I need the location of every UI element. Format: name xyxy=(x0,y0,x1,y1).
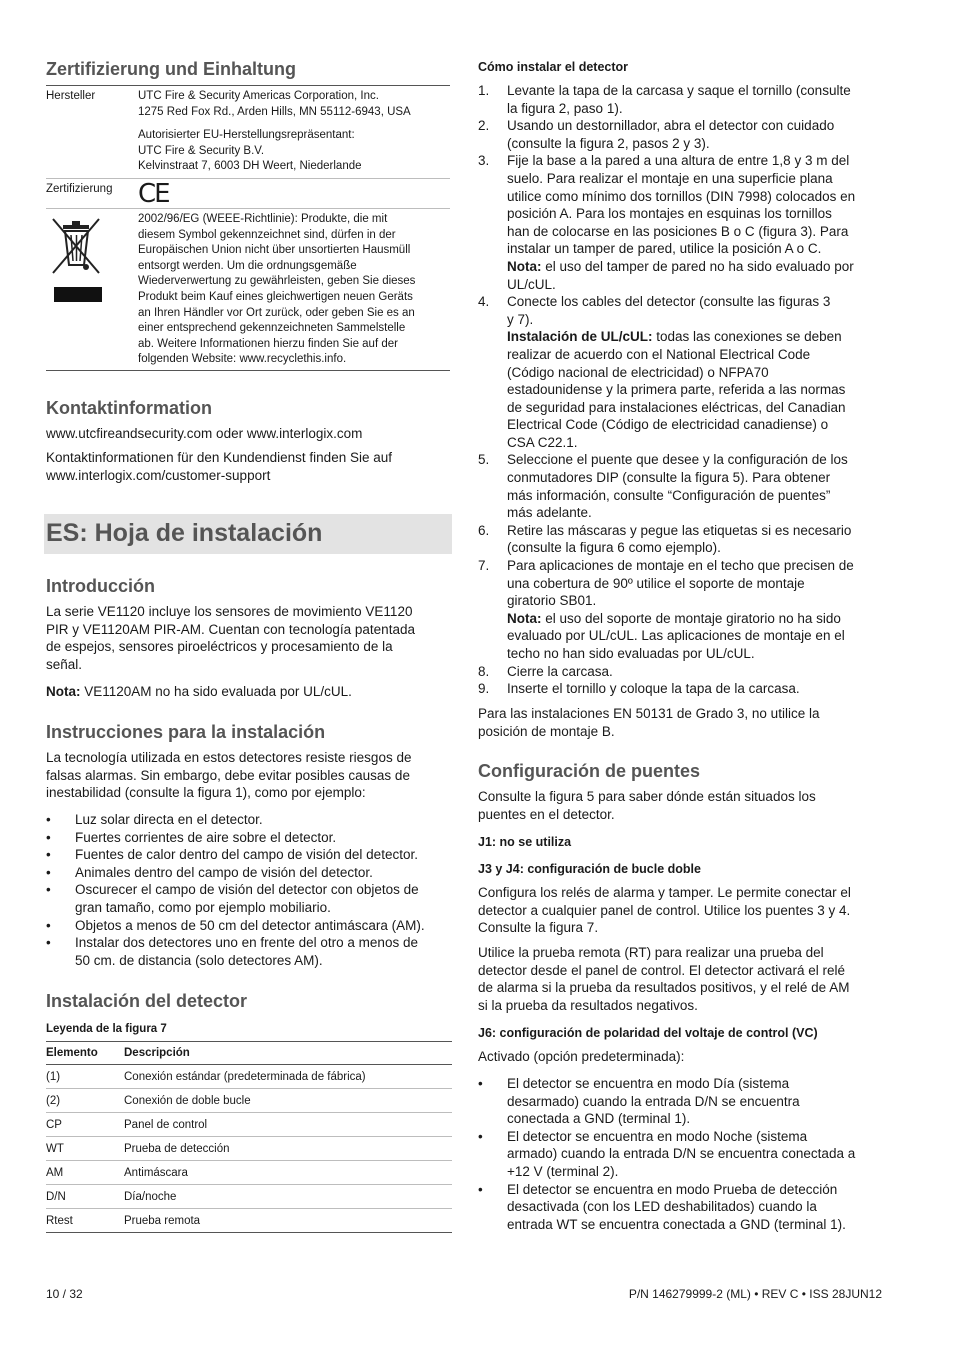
list-item: • Objetos a menos de 50 cm del detector antimáscara (AM). xyxy=(46,917,452,935)
weee-line: 2002/96/EG (WEEE-Richtlinie): Produkte, die mit xyxy=(138,213,388,225)
cell: AM xyxy=(46,1161,124,1185)
jumper-line: Consulte la figura 5 para saber dónde están situados los xyxy=(478,789,816,804)
instr-line: falsas alarmas. Sin embargo, debe evitar posibles causas de xyxy=(46,767,410,783)
list-item: • Luz solar directa en el detector. xyxy=(46,811,452,829)
contact-websites: www.utcfireandsecurity.com oder www.interlogix.com xyxy=(46,426,363,441)
en-note xyxy=(478,705,819,740)
weee-line: Produkt beim Kauf eines gleichwertigen neuen Geräts xyxy=(138,290,413,303)
jumper-paragraph xyxy=(478,788,816,823)
step-7: 7. Para aplicaciones de montaje en el techo que precisen de una cobertura de 90º utilice el soporte de montaje giratorio SB01. Nota: el uso del soporte de montaje giratorio no ha sido evaluado por UL/cUL. Las aplicaciones de montaje en el techo no han sido evaluadas por UL/cUL. xyxy=(478,558,854,661)
cell: Rtest xyxy=(46,1209,124,1233)
cell: Prueba remota xyxy=(124,1209,452,1233)
cert-table xyxy=(46,86,450,371)
table-row xyxy=(46,1065,452,1089)
cell: Conexión estándar (predeterminada de fábrica) xyxy=(124,1065,452,1089)
column-header: Descripción xyxy=(124,1042,452,1065)
j34-line: Configura los relés de alarma y tamper. Le permite conectar el xyxy=(478,885,851,900)
step-5: 5. Seleccione el puente que desee y la configuración de los conmutadores DIP (consulte la figura 5). Para obtener más información, consulte “Configuración de puentes” más adelante. xyxy=(478,452,848,521)
cert-heading: Zertifizierung und Einhaltung xyxy=(46,59,296,79)
weee-line: folgenden Website: www.recyclethis.info. xyxy=(138,353,347,366)
table-row xyxy=(46,1137,452,1161)
intro-heading: Introducción xyxy=(46,576,155,596)
contact-support xyxy=(46,449,392,484)
weee-line: einer entsprechend gekennzeichneten Sammelstelle xyxy=(138,322,406,335)
intro-line: de espejos, sensores piroeléctricos y procesamiento de la xyxy=(46,639,393,655)
instr-heading: Instrucciones para la instalación xyxy=(46,722,326,742)
contact-support-line: Kontaktinformationen für den Kundendienst finden Sie auf xyxy=(46,450,392,465)
weee-line: diesem Symbol gekennzeichnet sind, dürfen in der xyxy=(138,228,396,241)
cell: (1) xyxy=(46,1065,124,1089)
column-header: Elemento xyxy=(46,1042,124,1065)
step-3: 3. Fije la base a la pared a una altura de entre 1,8 y 3 m del suelo. Para realizar el montaje en una superficie plana utilice como mínimo dos tornillos (DIN 7998) colocados en posición A. Para los montajes en esquinas los tornillos han de colocarse en las posiciones B o C (figura 3). Para instalar un tamper de pared, utilice la posición A o C. Nota: el uso del tamper de pared no ha sido evaluado por UL/cUL. xyxy=(478,153,856,292)
j34-line: Utilice la prueba remota (RT) para realizar una prueba del xyxy=(478,945,824,960)
weee-symbol xyxy=(46,209,138,370)
cell: Antimáscara xyxy=(124,1161,452,1185)
j6-paragraph: Activado (opción predeterminada): xyxy=(478,1049,685,1064)
jumper-line: puentes en el detector. xyxy=(478,806,615,822)
part-number: P/N 146279999-2 (ML) • REV C • ISS 28JUN12 xyxy=(628,1287,882,1301)
cell: D/N xyxy=(46,1185,124,1209)
table-header-row xyxy=(46,1042,452,1065)
j6-label: J6: configuración de polaridad del voltaje de control (VC) xyxy=(478,1026,818,1040)
intro-line: La serie VE1120 incluye los sensores de movimiento VE1120 xyxy=(46,604,413,619)
eu-rep-line: UTC Fire & Security B.V. xyxy=(138,144,265,157)
install-steps xyxy=(478,82,884,698)
section-title: ES: Hoja de instalación xyxy=(46,519,323,547)
list-item: • El detector se encuentra en modo Día (sistema desarmado) cuando la entrada D/N se encuentra conectada a GND (terminal 1). xyxy=(478,1075,884,1128)
table-row xyxy=(46,1185,452,1209)
list-item: • Fuentes de calor dentro del campo de visión del detector. xyxy=(46,846,452,864)
legend-caption: Leyenda de la figura 7 xyxy=(46,1023,167,1035)
weee-line: Wiederverwertung zu gewährleisten, geben Sie dieses xyxy=(138,275,416,288)
j34-label: J3 y J4: configuración de bucle doble xyxy=(478,862,701,876)
j34-paragraph-1 xyxy=(478,884,851,937)
table-row xyxy=(46,1113,452,1137)
cell: WT xyxy=(46,1137,124,1161)
step-8: 8. Cierre la carcasa. xyxy=(478,663,613,679)
intro-line: señal. xyxy=(46,656,83,672)
j34-line: si la prueba da resultados negativos. xyxy=(478,997,698,1013)
weee-line: entsorgt werden. Um die ordnungsgemäße xyxy=(138,259,357,272)
table-row xyxy=(46,1161,452,1185)
eu-rep-line: Autorisierter EU-Herstellungsrepräsentant: xyxy=(138,129,355,142)
weee-text xyxy=(138,209,450,370)
j34-paragraph-2 xyxy=(478,944,849,1014)
contact-heading: Kontaktinformation xyxy=(46,398,212,418)
cell: Día/noche xyxy=(124,1185,452,1209)
weee-line: an Ihren Händler vor Ort zurück, oder geben Sie es an xyxy=(138,306,415,319)
en-line: posición de montaje B. xyxy=(478,723,615,739)
instr-line: La tecnología utilizada en estos detectores resiste riesgos de xyxy=(46,750,412,765)
page-number: 10 / 32 xyxy=(46,1287,83,1301)
how-heading: Cómo instalar el detector xyxy=(478,60,629,74)
manufacturer-row xyxy=(46,86,450,178)
step-6: 6. Retire las máscaras y pegue las etiquetas si es necesario (consulte la figura 6 como ejemplo). xyxy=(478,522,852,556)
instr-line: inestabilidad (consulte la figura 1), como por ejemplo: xyxy=(46,785,366,801)
weee-line: ab. Weitere Informationen hierzu finden Sie auf der xyxy=(138,337,398,350)
step-9: 9. Inserte el tornillo y coloque la tapa de la carcasa. xyxy=(478,681,800,697)
cell: Conexión de doble bucle xyxy=(124,1089,452,1113)
certification-key: Zertifizierung xyxy=(46,183,113,195)
list-item: • Fuertes corrientes de aire sobre el detector. xyxy=(46,829,452,847)
j34-line: de alarma si la prueba da resultados positivos, y el relé de AM xyxy=(478,980,850,996)
cell: Panel de control xyxy=(124,1113,452,1137)
intro-note xyxy=(46,683,352,701)
j34-line: detector a cualquier panel de control. Utilice los puentes 3 y 4. xyxy=(478,902,851,918)
legend-table xyxy=(46,1041,452,1233)
table-row xyxy=(46,1089,452,1113)
list-item: • Animales dentro del campo de visión del detector. xyxy=(46,864,452,882)
j34-line: detector desde el panel de control. El detector activará el relé xyxy=(478,962,845,978)
jumper-heading: Configuración de puentes xyxy=(478,761,701,781)
instr-paragraph xyxy=(46,749,411,802)
weee-row xyxy=(46,209,450,370)
eu-rep-line: Kelvinstraat 7, 6003 DH Weert, Niederlande xyxy=(138,160,362,173)
note-text: VE1120AM no ha sido evaluada por UL/cUL. xyxy=(80,684,352,699)
j34-line: Consulte la figura 7. xyxy=(478,920,599,936)
en-line: Para las instalaciones EN 50131 de Grado 3, no utilice la xyxy=(478,706,820,721)
contact-support-line: www.interlogix.com/customer-support xyxy=(46,467,271,483)
manufacturer-key: Hersteller xyxy=(46,90,96,102)
table-row xyxy=(46,1209,452,1233)
divider xyxy=(46,370,450,371)
certification-row xyxy=(46,179,450,208)
weee-line: Europäischen Union nicht über unsortierten Hausmüll xyxy=(138,244,411,257)
cell: CP xyxy=(46,1113,124,1137)
list-item: • El detector se encuentra en modo Noche (sistema armado) cuando la entrada D/N se encuentra conectada a +12 V (terminal 2). xyxy=(478,1128,884,1181)
ce-mark-icon: CE xyxy=(138,179,169,209)
risk-list xyxy=(46,811,452,969)
list-item: • Instalar dos detectores uno en frente del otro a menos de 50 cm. de distancia (solo detectores AM). xyxy=(46,934,452,969)
manufacturer-line: 1275 Red Fox Rd., Arden Hills, MN 55112-6943, USA xyxy=(138,105,411,118)
intro-line: PIR y VE1120AM PIR-AM. Cuentan con tecnología patentada xyxy=(46,621,415,637)
j1-label: J1: no se utiliza xyxy=(478,835,572,849)
intro-paragraph xyxy=(46,603,415,673)
list-item: • Oscurecer el campo de visión del detector con objetos de gran tamaño, como por ejemplo mobiliario. xyxy=(46,881,452,916)
manufacturer-value xyxy=(138,86,450,178)
manufacturer-line: UTC Fire & Security Americas Corporation, Inc. xyxy=(138,90,379,102)
step-1: 1. Levante la tapa de la carcasa y saque el tornillo (consulte la figura 2, paso 1). xyxy=(478,83,851,116)
step-4: 4. Conecte los cables del detector (consulte las figuras 3 y 7). Instalación de UL/cUL: todas las conexiones se deben realizar de acuerdo con el National Electrical Code (Código nacional de electricidad) o NFPA70 estadounidense y la primera parte, referida a las normas de seguridad para instalaciones eléctricas, del Canadian Electrical Code (Código de electricidad canadiense) o CSA C22.1. xyxy=(478,294,846,450)
note-label: Nota: xyxy=(46,684,81,699)
list-item: • El detector se encuentra en modo Prueba de detección desactivada (con los LED deshabilitados) cuando la entrada WT se encuentra conectada a GND (terminal 1). xyxy=(478,1181,884,1234)
detector-heading: Instalación del detector xyxy=(46,991,248,1011)
step-2: 2. Usando un destornillador, abra el detector con cuidado (consulte la figura 2, pasos 2 y 3). xyxy=(478,118,835,151)
cell: (2) xyxy=(46,1089,124,1113)
section-title-banner xyxy=(44,514,452,554)
cell: Prueba de detección xyxy=(124,1137,452,1161)
j6-list xyxy=(478,1075,884,1233)
crossed-bin-icon xyxy=(46,213,106,305)
